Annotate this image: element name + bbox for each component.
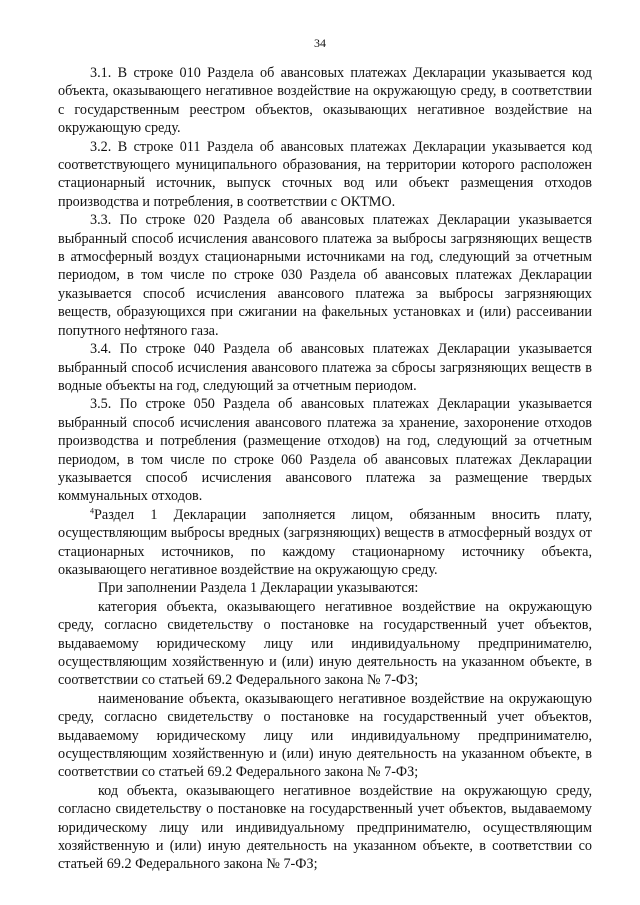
paragraph-3-3: 3.3. По строке 020 Раздела об авансовых платежах Декларации указывается выбранный способ исчисления авансового платежа за выбросы загрязняющих веществ в атмосферный воздух стационарными источниками на год, следующий за отчетным периодом, в том числе по строке 030 Раздела об авансовых платежах Декларации указывается способ исчисления авансового платежа за выбросы загрязняющих веществ, образующихся при сжигании на факельных установках и (или) рассеивании попутного нефтяного газа. <box>58 212 592 339</box>
section-4-paragraph <box>58 506 592 580</box>
list-item-category: категория объекта, оказывающего негативное воздействие на окружающую среду, согласно свидетельству о постановке на государственный учет объектов, выдаваемому юридическому лицу или индивидуальному предпринимателю, осуществляющим хозяйственную и (или) иную деятельность на указанном объекте, в соответствии со статьей 69.2 Федерального закона № 7-ФЗ; <box>58 598 592 689</box>
paragraph-3-5: 3.5. По строке 050 Раздела об авансовых платежах Декларации указывается выбранный способ исчисления авансового платежа за хранение, захоронение отходов производства и потребления (размещение отходов) на год, следующий за отчетным периодом, в том числе по строке 060 Раздела об авансовых платежах Декларации указывается способ исчисления авансового платежа за размещение твердых коммунальных отходов. <box>58 396 592 505</box>
paragraph-3-1: 3.1. В строке 010 Раздела об авансовых платежах Декларации указывается код объекта, оказывающего негативное воздействие на окружающую среду, в соответствии с государственным реестром объектов, оказывающих негативное воздействие на окружающую среду. <box>58 65 592 137</box>
section-4-text: Раздел 1 Декларации заполняется лицом, обязанным вносить плату, осуществляющим выбросы вредных (загрязняющих) веществ в атмосферный воздух от стационарных источников, по каждому стационарному источнику объекта, оказывающего негативное воздействие на окружающую среду. <box>58 506 592 578</box>
document-body <box>58 64 592 874</box>
paragraph-3-4: 3.4. По строке 040 Раздела об авансовых платежах Декларации указывается выбранный способ исчисления авансового платежа за сбросы загрязняющих веществ в водные объекты на год, следующий за отчетным периодом. <box>58 341 592 394</box>
paragraph-3-2: 3.2. В строке 011 Раздела об авансовых платежах Декларации указывается код соответствующего муниципального образования, на территории которого расположен стационарный источник, выпуск сточных вод или объект размещения отходов производства и потребления, в соответствии с ОКТМО. <box>58 138 592 210</box>
list-item-name: наименование объекта, оказывающего негативное воздействие на окружающую среду, согласно свидетельству о постановке на государственный учет объектов, выдаваемому юридическому лицу или индивидуальному предпринимателю, осуществляющим хозяйственную и (или) иную деятельность на указанном объекте, в соответствии со статьей 69.2 Федерального закона № 7-ФЗ; <box>58 690 592 781</box>
section-1-intro: При заполнении Раздела 1 Декларации указываются: <box>98 580 419 597</box>
list-item-code: код объекта, оказывающего негативное воздействие на окружающую среду, согласно свидетельству о постановке на государственный учет объектов, выдаваемому юридическому лицу или индивидуальному предпринимателю, осуществляющим хозяйственную и (или) иную деятельность на указанном объекте, в соответствии со статьей 69.2 Федерального закона № 7-ФЗ; <box>58 782 592 873</box>
page-number: 34 <box>314 36 326 50</box>
section-4-marker: 4 <box>90 506 94 516</box>
